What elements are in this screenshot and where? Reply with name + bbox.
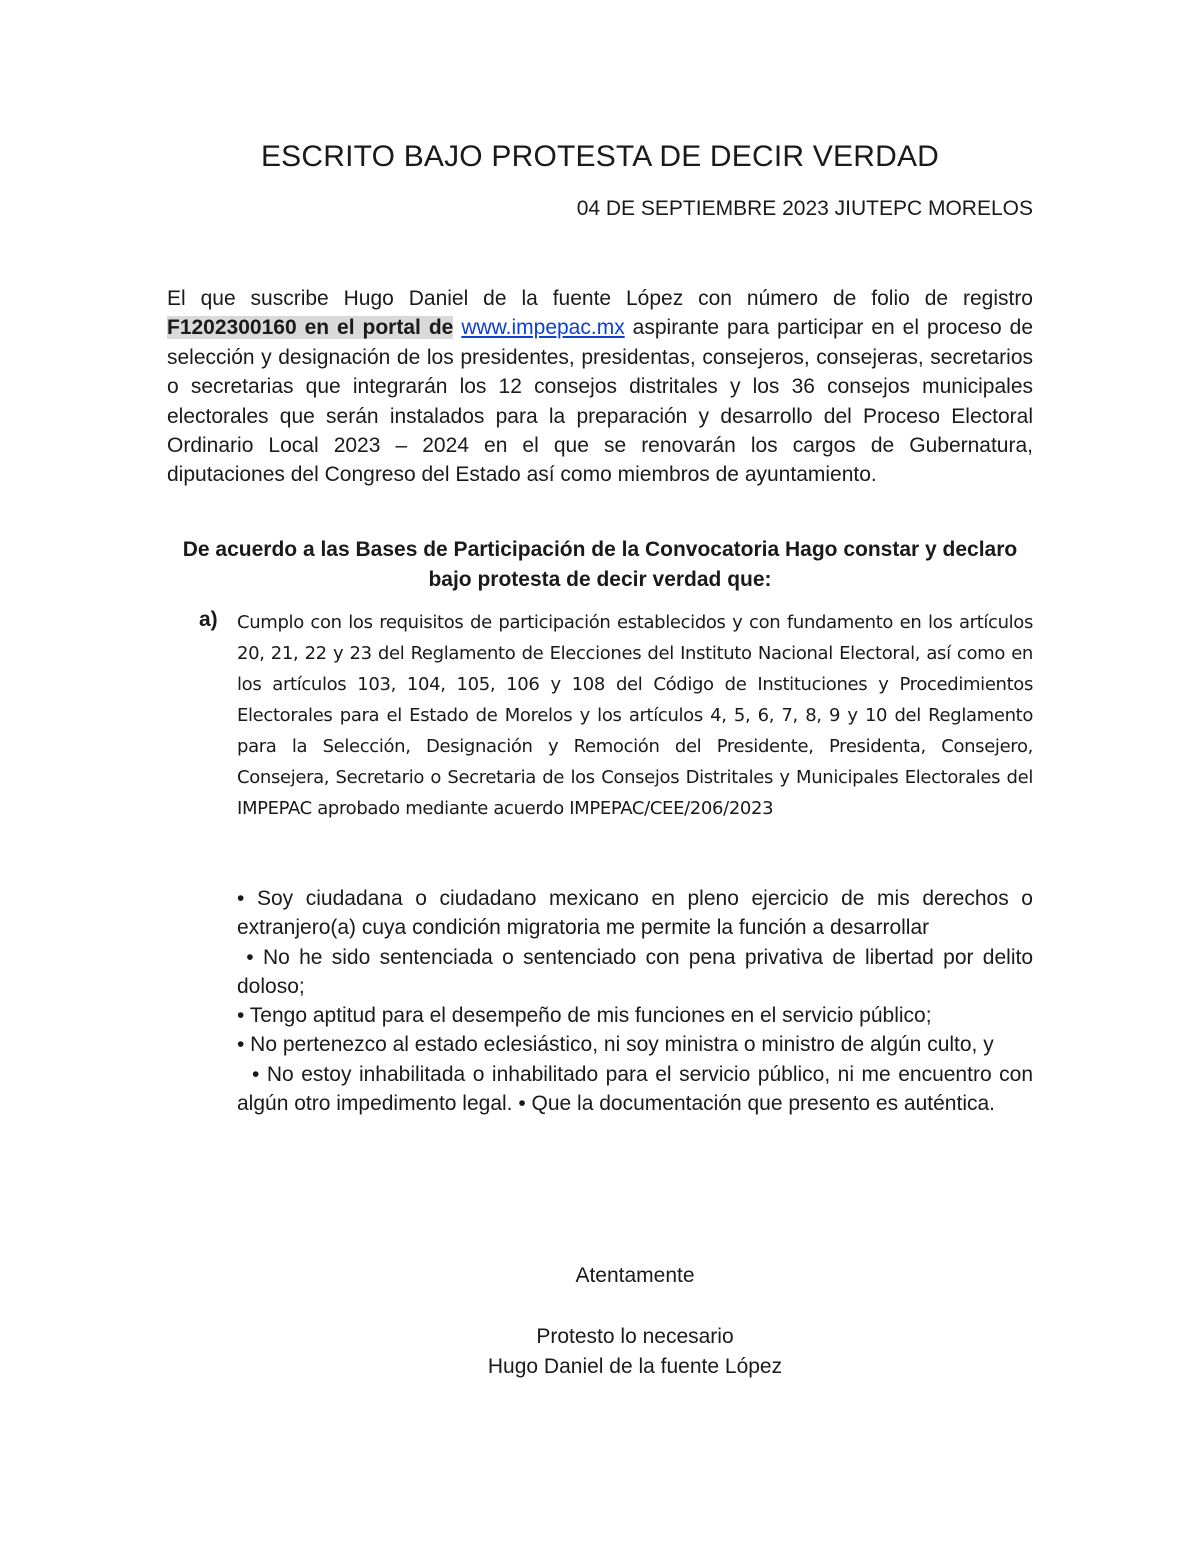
signer-name: Hugo Daniel de la fuente López xyxy=(487,1355,783,1378)
bullet-list xyxy=(237,884,1033,1118)
portal-link[interactable]: www.impepac.mx xyxy=(461,316,625,340)
intro-text-start: El que suscribe Hugo Daniel de la fuente López con número de folio de registro xyxy=(167,287,1033,310)
protesto-line: Protesto lo necesario xyxy=(536,1325,734,1348)
date-place: 04 DE SEPTIEMBRE 2023 JIUTEPC MORELOS xyxy=(576,197,1033,220)
declaration-heading: De acuerdo a las Bases de Participación de la Convocatoria Hago constar y declaro bajo protesta de decir verdad que: xyxy=(182,538,1018,591)
bullet-item: • No pertenezco al estado eclesiástico, ni soy ministra o ministro de algún culto, y xyxy=(237,1033,994,1057)
folio-highlight: F1202300160 en el portal de xyxy=(167,316,454,340)
bullet-item: • No he sido sentenciada o sentenciado con pena privativa de libertad por delito doloso; xyxy=(237,945,1033,998)
signature-block xyxy=(400,1322,870,1382)
bullet-item: • Soy ciudadana o ciudadano mexicano en pleno ejercicio de mis derechos o extranjero(a) cuya condición migratoria me permite la función a desarrollar xyxy=(237,887,1033,940)
requirement-text: Cumplo con los requisitos de participación establecidos y con fundamento en los artículos 20, 21, 22 y 23 del Reglamento de Elecciones del Instituto Nacional Electoral, así como en los artículos 103, 104, 105, 106 y 108 del Código de Instituciones y Procedimientos Electorales para el Estado de Morelos y los artículos 4, 5, 6, 7, 8, 9 y 10 del Reglamento para la Selección, Designación y Remoción del Presidente, Presidenta, Consejero, Consejera, Secretario o Secretaria de los Consejos Distritales y Municipales Electorales del IMPEPAC aprobado mediante acuerdo IMPEPAC/CEE/206/2023 xyxy=(237,612,1033,819)
bullet-item: • Tengo aptitud para el desempeño de mis funciones en el servicio público; xyxy=(237,1004,932,1028)
list-marker: a) xyxy=(199,608,218,631)
closing-salutation: Atentamente xyxy=(575,1264,695,1287)
bullet-item: • No estoy inhabilitada o inhabilitado para el servicio público, ni me encuentro con algún otro impedimento legal. • Que la documentación que presento es auténtica. xyxy=(237,1062,1033,1116)
intro-text-end: aspirante para participar en el proceso de selección y designación de los presidentes, presidentas, consejeros, consejeras, secretarios o secretarias que integrarán los 12 consejos distritales y los 36 consejos municipales electorales que serán instalados para la preparación y desarrollo del Proceso Electoral Ordinario Local 2023 – 2024 en el que se renovarán los cargos de Gubernatura, diputaciones del Congreso del Estado así como miembros de ayuntamiento. xyxy=(167,316,1033,487)
document-title: ESCRITO BAJO PROTESTA DE DECIR VERDAD xyxy=(260,140,940,173)
intro-paragraph xyxy=(167,284,1033,490)
